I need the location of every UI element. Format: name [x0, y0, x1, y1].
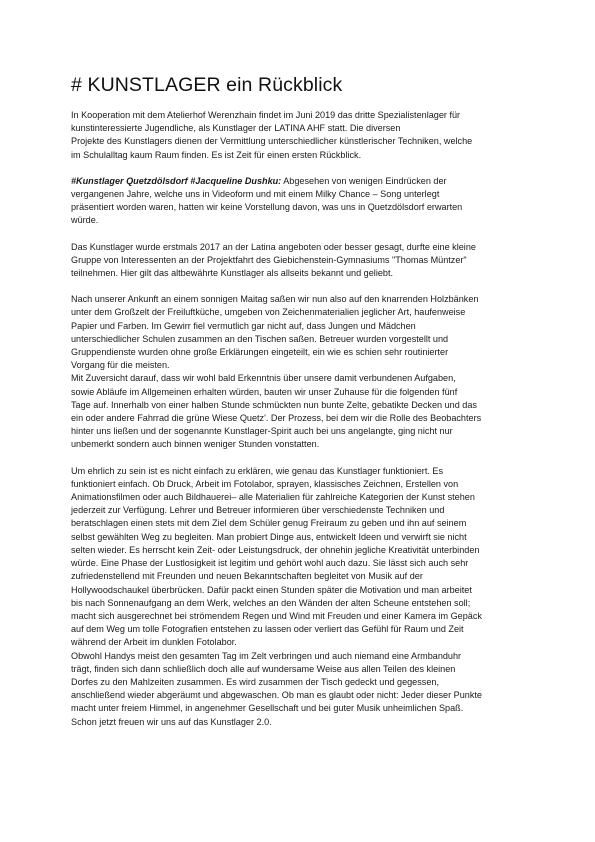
text-line [71, 306, 535, 319]
text-line [71, 425, 535, 438]
line-text: kunstinteressierte Jugendliche, als Kunstlager der LATINA AHF statt. Die diversen [71, 123, 401, 134]
line-text: Abgesehen von wenigen Eindrücken der [281, 175, 447, 186]
text-line [71, 399, 535, 412]
line-text: beratschlagen einen stets mit dem Ziel dem Schüler genug Freiraum zu geben und ihn auf seinem [71, 518, 467, 529]
line-text: Das Kunstlager wurde erstmals 2017 an der Latina angeboten oder besser gesagt, durfte eine kleine [71, 241, 476, 252]
lead-hashtags: #Kunstlager Quetzdölsdorf #Jacqueline Dushku: [71, 175, 282, 186]
line-text: ein oder andere Fahrrad die grüne Wiese Quetz'. Der Prozess, bei dem wir die Rolle des Beobachters [71, 413, 482, 424]
text-line [71, 465, 535, 478]
paragraph-1 [71, 109, 535, 162]
line-text: teilnehmen. Hier gilt das altbewährte Kunstlager als allseits bekannt und geliebt. [71, 268, 394, 279]
text-line [71, 702, 535, 715]
text-line [71, 478, 535, 491]
line-text: jederzeit zur Verfügung. Lehrer und Betreuer informieren über verschiedenste Techniken und [71, 505, 445, 516]
text-line [71, 689, 535, 702]
line-text: trägt, finden sich dann schließlich doch alle auf wundersame Weise aus allen Teilen des kleinen [71, 663, 456, 674]
line-text: bis nach Sonnenaufgang an dem Werk, welches an den Wänden der alten Scheune entstehen soll; [71, 597, 471, 608]
text-line [71, 676, 535, 689]
line-text: auf dem Weg um tolle Fotografien entstehen zu lassen oder verliert das Gefühl für Raum und Zeit [71, 624, 464, 635]
line-text: Mit Zuversicht darauf, dass wir wohl bald Erkenntnis über unsere damit verbundenen Aufgaben, [71, 373, 456, 384]
line-text: Projekte des Kunstlagers dienen der Vermittlung unterschiedlicher künstlerischer Techniken, welche [71, 136, 473, 147]
text-line [71, 267, 535, 280]
text-line [71, 570, 535, 583]
text-line [71, 175, 535, 188]
line-text: unterschiedlicher Schulen zusammen an den Tischen saßen. Betreuer wurden vorgestellt und [71, 333, 449, 344]
text-line [71, 557, 535, 570]
line-text: Schon jetzt freuen wir uns auf das Kunstlager 2.0. [71, 716, 272, 727]
text-line [71, 346, 535, 359]
text-line [71, 372, 535, 385]
line-text: während der Arbeit im dunklen Fotolabor. [71, 637, 237, 648]
line-text: macht unter freiem Himmel, in angenehmer Gesellschaft und bei guter Musik unheimlichen Spaß. [71, 703, 464, 714]
text-line [71, 663, 535, 676]
text-line [71, 201, 535, 214]
text-line [71, 122, 535, 135]
text-line [71, 359, 535, 372]
text-line [71, 517, 535, 530]
text-line [71, 504, 535, 517]
line-text: selten wieder. Es herrscht kein Zeit- oder Leistungsdruck, der ohnehin jegliche Kreativität unterbinden [71, 544, 480, 555]
line-text: Hollywoodschaukel überbrücken. Dafür packt einen Stunden später die Motivation und man arbeitet [71, 584, 472, 595]
line-text: würde. Eine Phase der Lustlosigkeit ist legitim und gehört wohl auch dazu. Sie lässt sich auch sehr [71, 558, 469, 569]
line-text: Gruppe von Interessenten an der Projektfahrt des Giebichenstein-Gymnasiums "Thomas Müntzer" [71, 254, 467, 265]
text-line [71, 135, 535, 148]
text-line [71, 544, 535, 557]
text-line [71, 109, 535, 122]
paragraph-2 [71, 175, 535, 228]
text-line [71, 254, 535, 267]
text-line [71, 610, 535, 623]
text-line [71, 623, 535, 636]
paragraph-gap [71, 162, 535, 175]
text-line [71, 293, 535, 306]
text-line [71, 386, 535, 399]
article-body [71, 109, 535, 729]
line-text: Vorgang für die meisten. [71, 360, 170, 371]
text-line [71, 412, 535, 425]
text-line [71, 333, 535, 346]
page-title: # KUNSTLAGER ein Rückblick [71, 74, 343, 96]
text-line [71, 320, 535, 333]
text-line [71, 650, 535, 663]
line-text: Tage auf. Innerhalb von einer halben Stunde schmückten nun bunte Zelte, gebatikte Decken und das [71, 399, 477, 410]
line-text: Papier und Farben. Im Gewirr fiel vermutlich gar nicht auf, dass Jungen und Mädchen [71, 320, 416, 331]
line-text: unter dem Großzelt der Freiluftküche, umgeben von Zeichenmaterialien jeglicher Art, haufenweise [71, 307, 466, 318]
paragraph-5 [71, 465, 535, 729]
line-text: macht sich ausgerechnet bei strömendem Regen und Wind mit Freuden und einer Kamera im Gepäck [71, 610, 482, 621]
paragraph-gap [71, 228, 535, 241]
line-text: Obwohl Handys meist den gesamten Tag im Zelt verbringen und auch niemand eine Armbanduhr [71, 650, 462, 661]
text-line [71, 716, 535, 729]
text-line [71, 597, 535, 610]
line-text: Gruppendienste wurden ohne große Erklärungen eingeteilt, ein wie es schien sehr routinierter [71, 347, 449, 358]
line-text: Um ehrlich zu sein ist es nicht einfach zu erklären, wie genau das Kunstlager funktioniert. Es [71, 465, 444, 476]
text-line [71, 491, 535, 504]
line-text: im Schulalltag kaum Raum finden. Es ist Zeit für einen ersten Rückblick. [71, 149, 362, 160]
text-line [71, 149, 535, 162]
line-text: Nach unserer Ankunft an einem sonnigen Maitag saßen wir nun also auf den knarrenden Holzbänken [71, 294, 479, 305]
line-text: sowie Abläufe im Allgemeinen erhalten würden, bauten wir unser Zuhause für die folgenden fünf [71, 386, 458, 397]
paragraph-gap [71, 280, 535, 293]
text-line [71, 214, 535, 227]
line-text: selbst gewählten Weg zu begleiten. Man probiert Dinge aus, entwickelt Ideen und verwirft sie nicht [71, 531, 467, 542]
paragraph-gap [71, 452, 535, 465]
line-text: hinter uns ließen und der sogenannte Kunstlager-Spirit auch bei uns angelangte, ging nicht nur [71, 426, 453, 437]
text-line [71, 188, 535, 201]
line-text: zufriedenstellend mit Freunden und neuen Bekanntschaften begleitet von Musik auf der [71, 571, 423, 582]
line-text: In Kooperation mit dem Atelierhof Werenzhain findet im Juni 2019 das dritte Spezialistenlager für [71, 110, 461, 120]
paragraph-4 [71, 293, 535, 451]
text-line [71, 636, 535, 649]
line-text: anschließend wieder abgeräumt und abgewaschen. Ob man es glaubt oder nicht: Jeder dieser Punkte [71, 690, 482, 701]
line-text: funktioniert einfach. Ob Druck, Arbeit im Fotolabor, sprayen, klassisches Zeichnen, Erstellen von [71, 478, 459, 489]
line-text: würde. [71, 215, 99, 226]
text-line [71, 438, 535, 451]
text-line [71, 584, 535, 597]
line-text: vergangenen Jahre, welche uns in Videoform und mit einem Milky Chance – Song unterlegt [71, 189, 440, 200]
text-line [71, 531, 535, 544]
line-text: Animationsfilmen oder auch Bildhauerei– alle Materialien für zahlreiche Kategorien der Kunst stehen [71, 492, 475, 503]
line-text: präsentiert worden waren, hatten wir keine Vorstellung davon, was uns in Quetzdölsdorf erwarten [71, 202, 463, 213]
paragraph-3 [71, 241, 535, 281]
line-text: unbemerkt sondern auch binnen weniger Stunden vonstatten. [71, 439, 320, 450]
line-text: Dorfes zu den Mahlzeiten zusammen. Es wird zusammen der Tisch gedeckt und gegessen, [71, 676, 439, 687]
text-line [71, 241, 535, 254]
